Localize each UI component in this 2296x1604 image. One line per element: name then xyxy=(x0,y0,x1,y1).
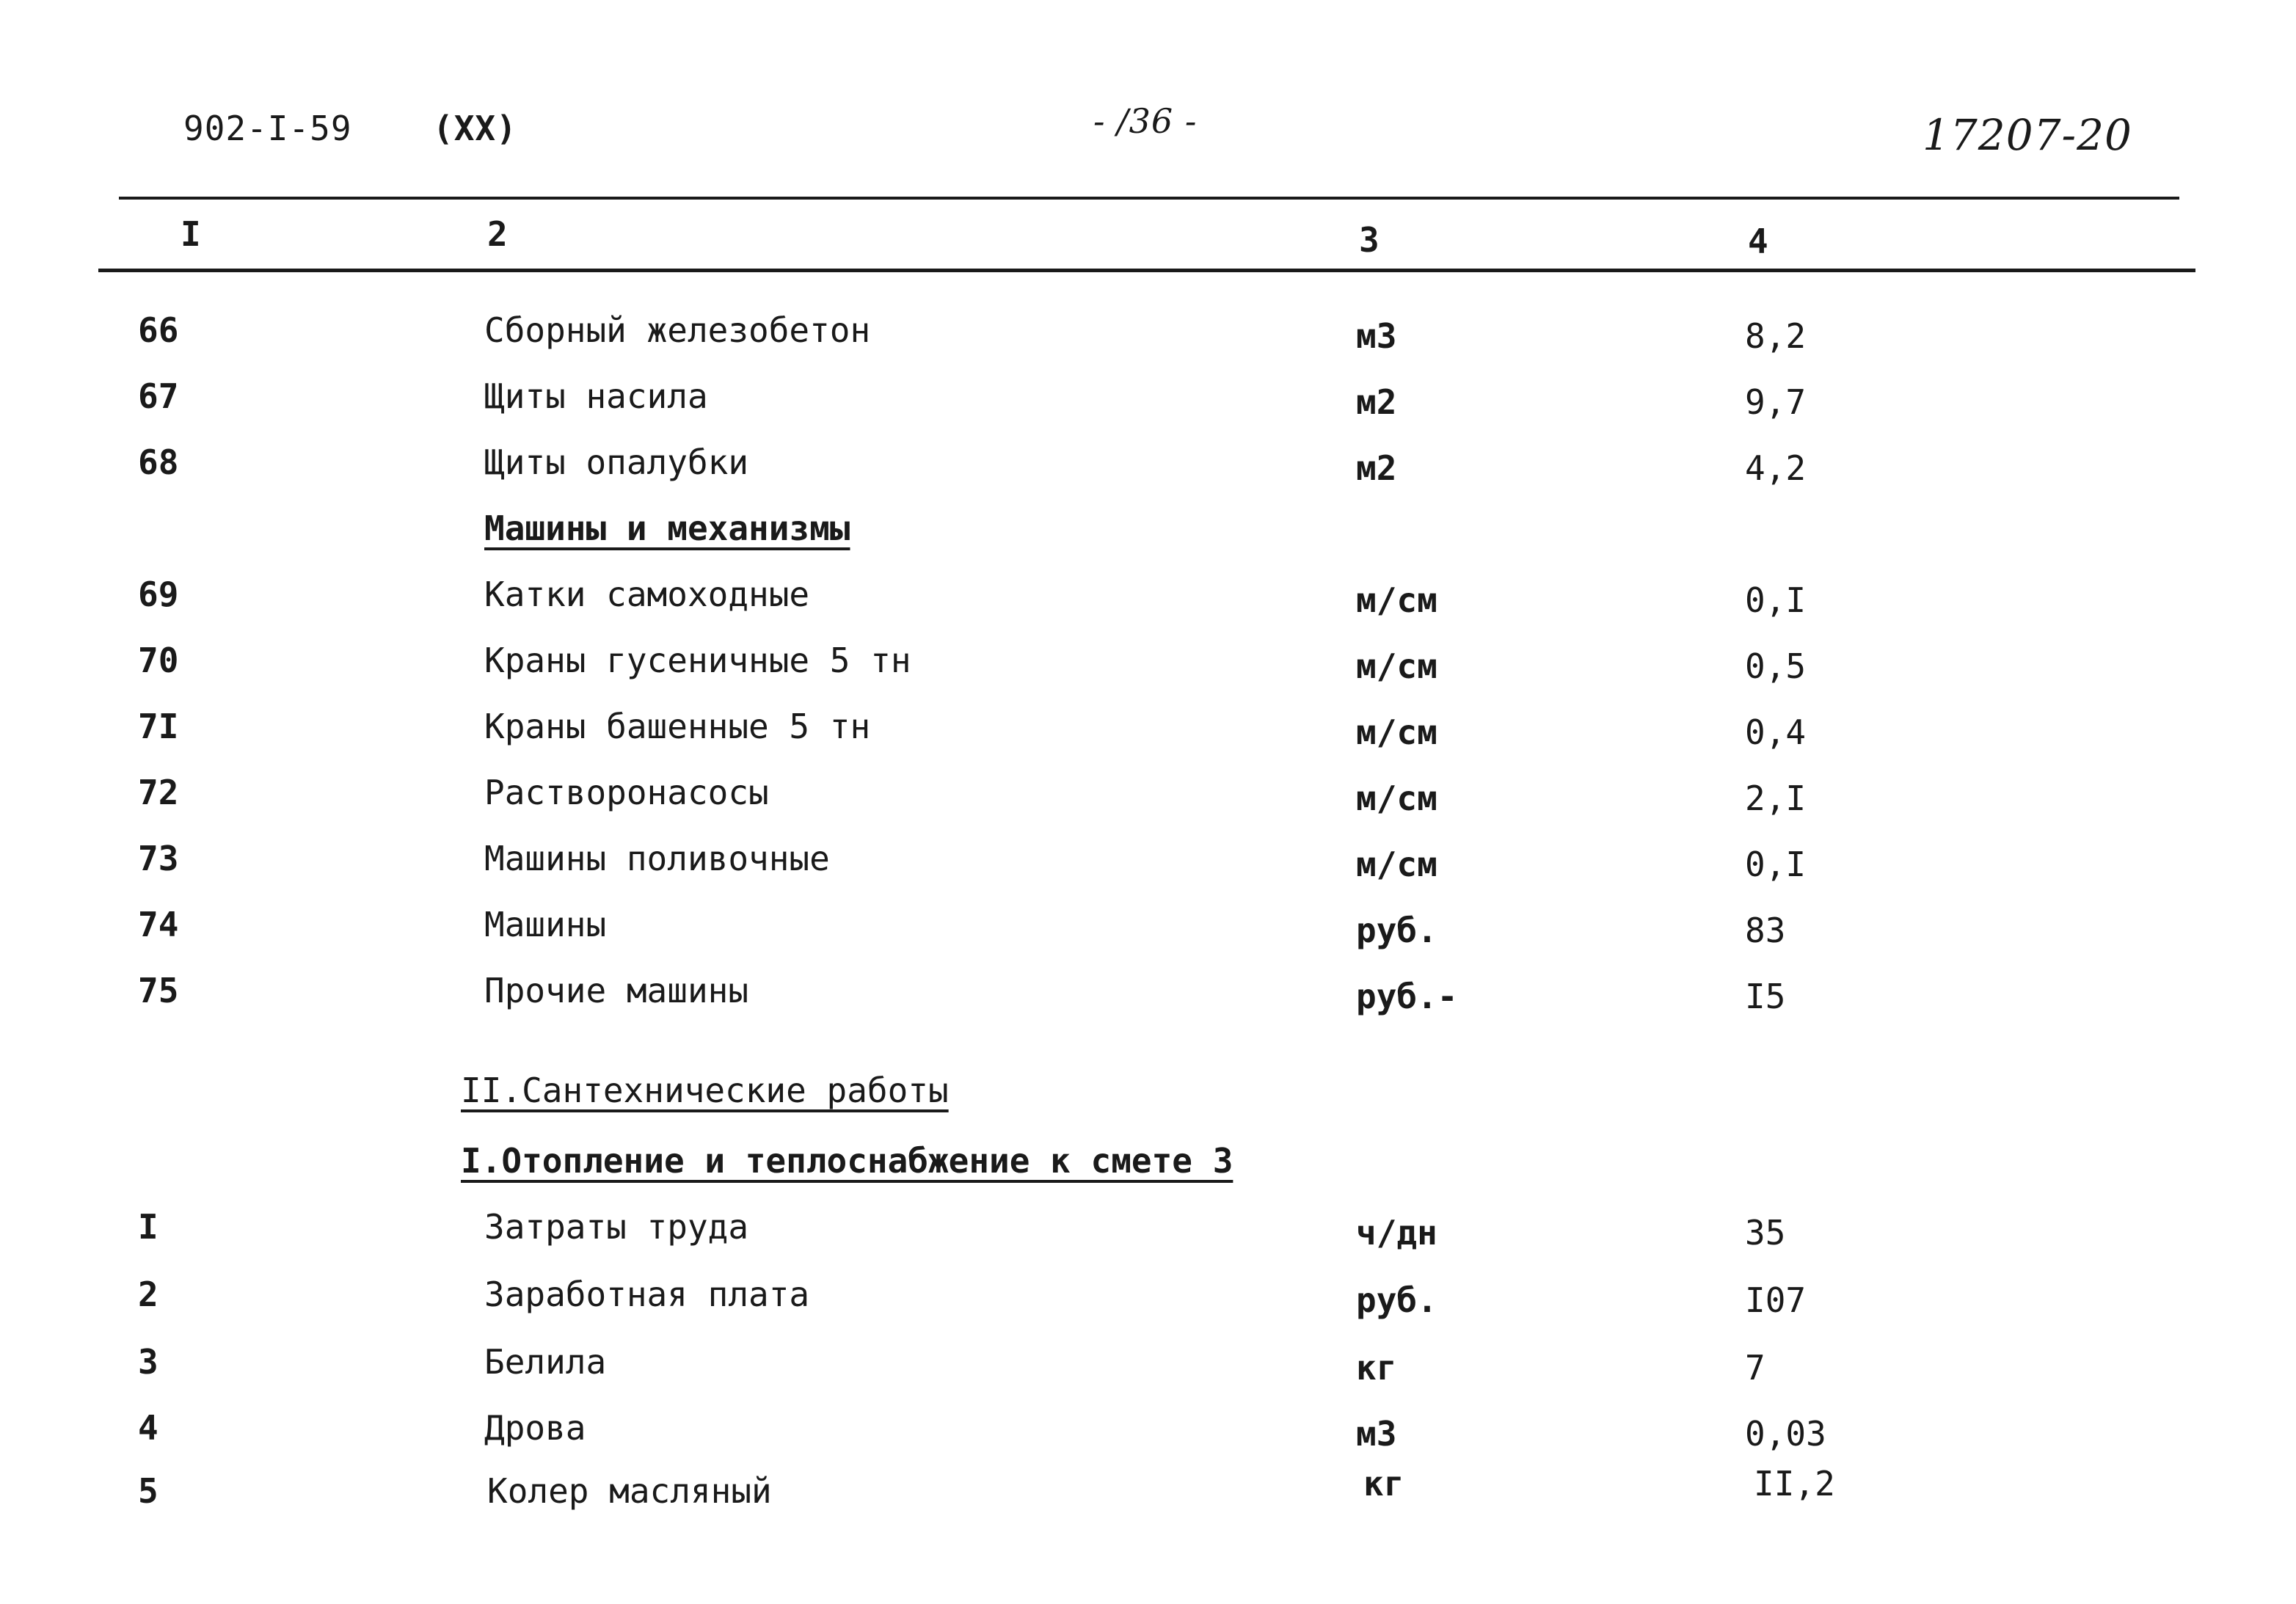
row-unit: м/см xyxy=(1356,712,1437,752)
table-row xyxy=(0,308,2296,356)
row-unit: м/см xyxy=(1356,779,1437,818)
row-number: 69 xyxy=(138,575,179,614)
row-unit: м/см xyxy=(1356,646,1437,686)
row-quantity: 9,7 xyxy=(1745,382,1807,422)
row-unit: руб. xyxy=(1356,1280,1437,1320)
row-unit: м3 xyxy=(1356,1414,1397,1454)
section-heading-plumbing: II.Сантехнические работы xyxy=(461,1071,949,1110)
row-number: 70 xyxy=(138,641,179,680)
row-quantity: II,2 xyxy=(1754,1464,1835,1503)
row-quantity: 2,I xyxy=(1745,779,1807,818)
row-name: Растворонасосы xyxy=(484,773,769,812)
row-quantity: 8,2 xyxy=(1745,316,1807,356)
column-header-3: 3 xyxy=(1359,220,1380,260)
row-unit: кг xyxy=(1356,1348,1397,1388)
page-number: - /36 - xyxy=(1093,101,1198,141)
row-name: Прочие машины xyxy=(484,971,749,1010)
table-row xyxy=(0,969,2296,1016)
row-unit: руб. xyxy=(1356,911,1437,950)
table-row xyxy=(0,1340,2296,1388)
row-name: Краны башенные 5 тн xyxy=(484,707,871,746)
row-number: 75 xyxy=(138,971,179,1010)
table-row xyxy=(0,1272,2296,1320)
row-number: 2 xyxy=(138,1275,158,1314)
table-row xyxy=(0,1406,2296,1454)
row-name: Белила xyxy=(484,1342,607,1382)
table-row xyxy=(0,1205,2296,1253)
table-row xyxy=(0,770,2296,818)
row-quantity: 4,2 xyxy=(1745,448,1807,488)
row-unit: м/см xyxy=(1356,845,1437,884)
document-code: 902-I-59 xyxy=(183,109,352,148)
row-number: I xyxy=(138,1207,158,1247)
row-number: 72 xyxy=(138,773,179,812)
table-row xyxy=(0,903,2296,950)
row-quantity: 0,I xyxy=(1745,580,1807,620)
row-quantity: 83 xyxy=(1745,911,1786,950)
table-row xyxy=(0,440,2296,488)
row-name: Заработная плата xyxy=(484,1275,810,1314)
row-name: Машины поливочные xyxy=(484,839,830,878)
table-row xyxy=(0,572,2296,620)
table-row xyxy=(0,638,2296,686)
table-row xyxy=(0,1462,2296,1511)
row-quantity: 7 xyxy=(1745,1348,1765,1388)
row-number: 4 xyxy=(138,1408,158,1448)
row-name: Щиты насила xyxy=(484,376,708,416)
row-name: Краны гусеничные 5 тн xyxy=(484,641,911,680)
row-number: 74 xyxy=(138,905,179,944)
row-quantity: I5 xyxy=(1745,977,1786,1016)
table-row xyxy=(0,374,2296,422)
row-number: 73 xyxy=(138,839,179,878)
table-header-rule xyxy=(98,269,2195,272)
row-unit: кг xyxy=(1363,1464,1404,1503)
row-name: Машины xyxy=(484,905,607,944)
row-quantity: 0,4 xyxy=(1745,712,1807,752)
sheet-mark: (XX) xyxy=(433,109,517,148)
row-quantity: 35 xyxy=(1745,1213,1786,1253)
row-name: Катки самоходные xyxy=(484,575,810,614)
row-name: Сборный железобетон xyxy=(484,310,871,350)
archive-number: 17207-20 xyxy=(1923,110,2132,160)
column-header-1: I xyxy=(181,214,201,254)
row-unit: м2 xyxy=(1356,382,1397,422)
row-unit: ч/дн xyxy=(1356,1213,1437,1253)
row-quantity: 0,I xyxy=(1745,845,1807,884)
row-number: 3 xyxy=(138,1342,158,1382)
table-row xyxy=(0,704,2296,752)
row-unit: м2 xyxy=(1356,448,1397,488)
row-number: 5 xyxy=(138,1471,158,1511)
table-top-rule xyxy=(119,197,2179,200)
row-unit: руб.- xyxy=(1356,977,1458,1016)
row-unit: м/см xyxy=(1356,580,1437,620)
section-heading-machines: Машины и механизмы xyxy=(484,508,850,548)
row-name: Дрова xyxy=(484,1408,586,1448)
row-quantity: I07 xyxy=(1745,1280,1807,1320)
row-quantity: 0,03 xyxy=(1745,1414,1826,1454)
row-number: 7I xyxy=(138,707,179,746)
row-number: 66 xyxy=(138,310,179,350)
section-heading-heating: I.Отопление и теплоснабжение к смете 3 xyxy=(461,1141,1233,1181)
column-header-4: 4 xyxy=(1748,222,1768,261)
column-header-2: 2 xyxy=(487,214,508,254)
table-row xyxy=(0,836,2296,884)
row-quantity: 0,5 xyxy=(1745,646,1807,686)
row-unit: м3 xyxy=(1356,316,1397,356)
row-name: Колер масляный xyxy=(487,1471,772,1511)
row-name: Затраты труда xyxy=(484,1207,749,1247)
row-name: Щиты опалубки xyxy=(484,442,749,482)
row-number: 67 xyxy=(138,376,179,416)
row-number: 68 xyxy=(138,442,179,482)
